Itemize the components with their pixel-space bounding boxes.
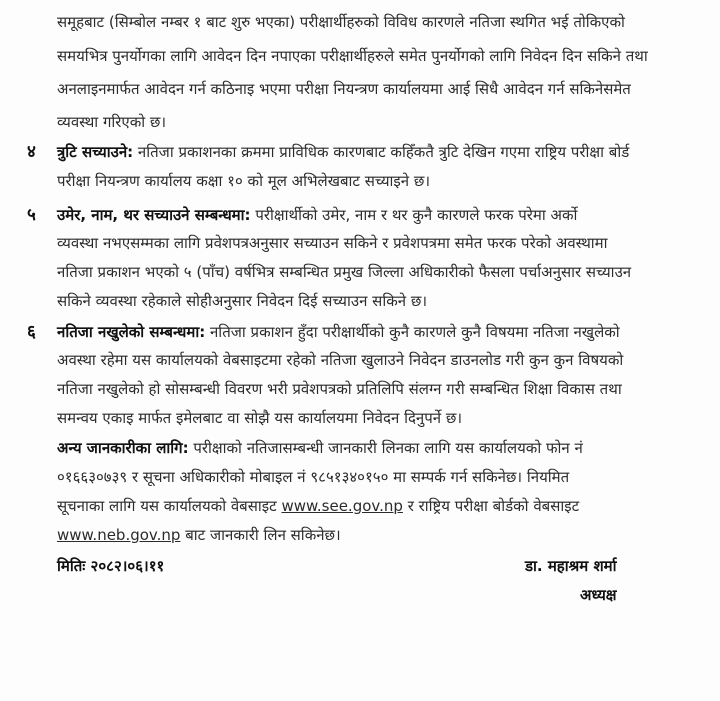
other-info-line-2: ०१६६३०७३९ र सूचना अधिकारीको मोबाइल नं ९८५१३४०१५० मा सम्पर्क गर्न सकिनेछ। नियमित <box>57 468 570 486</box>
item-5-line-1 <box>57 205 577 225</box>
other-info-line-3 <box>57 496 579 516</box>
see-website-link[interactable]: www.see.gov.np <box>281 497 403 515</box>
item-6-line-4: समन्वय एकाइ मार्फत इमेलबाट वा सोझै यस कार्यालयमा निवेदन दिनुपर्ने छ। <box>57 409 463 427</box>
item-5-line-3: नतिजा प्रकाशन भएको ५ (पाँच) वर्षभित्र सम्बन्धित प्रमुख जिल्ला अधिकारीको फैसला पर्चाअनुसार सच्याउन <box>57 263 632 281</box>
other-info-line-1-text: परीक्षाको नतिजासम्बन्धी जानकारी लिनका लागि यस कार्यालयको फोन नं <box>188 439 583 457</box>
item-5-heading: उमेर, नाम, थर सच्याउने सम्बन्धमा: <box>57 206 251 224</box>
item-4-line-1-text: नतिजा प्रकाशनका क्रममा प्राविधिक कारणबाट कहिँकतै त्रुटि देखिन गएमा राष्ट्रिय परीक्षा बोर्ड <box>133 143 630 161</box>
intro-line-2: समयभित्र पुनर्योगका लागि आवेदन दिन नपाएका परीक्षार्थीहरुले समेत पुनर्योगको लागि निवेदन दिन सकिने तथा <box>57 47 648 65</box>
item-6-line-3: नतिजा नखुलेको हो सोसम्बन्धी विवरण भरी प्रवेशपत्रको प्रतिलिपि संलग्न गरी सम्बन्धित शिक्षा विकास तथा <box>57 380 622 398</box>
intro-line-1: समूहबाट (सिम्बोल नम्बर १ बाट शुरु भएका) परीक्षार्थीहरुको विविध कारणले नतिजा स्थगित भई तोकिएको <box>57 13 625 31</box>
other-info-line-4 <box>57 525 341 545</box>
item-6-line-1 <box>57 322 620 342</box>
other-info-line-3-pre: सूचनाका लागि यस कार्यालयको वेबसाइट <box>57 497 282 515</box>
item-5-number: ५ <box>27 205 36 225</box>
item-6-number: ६ <box>27 322 36 342</box>
item-5-line-4: सकिने व्यवस्था रहेकाले सोहीअनुसार निवेदन दिई सच्याउन सकिने छ। <box>57 292 428 310</box>
item-4-heading: त्रुटि सच्याउने: <box>57 143 134 161</box>
item-6-heading: नतिजा नखुलेको सम्बन्धमा: <box>57 323 206 341</box>
item-5-line-1-text: परीक्षार्थीको उमेर, नाम र थर कुनै कारणले फरक परेमा अर्को <box>250 206 578 224</box>
neb-website-link[interactable]: www.neb.gov.np <box>57 526 181 544</box>
item-6-line-1-text: नतिजा प्रकाशन हुँदा परीक्षार्थीको कुनै कारणले कुनै विषयमा नतिजा नखुलेको <box>205 323 620 341</box>
item-4-line-1 <box>57 142 629 162</box>
item-4-number: ४ <box>27 142 36 162</box>
signatory-name: डा. महाश्रम शर्मा <box>525 557 617 575</box>
intro-line-4: व्यवस्था गरिएको छ। <box>57 113 167 131</box>
other-info-line-1 <box>57 438 583 458</box>
item-4-line-2: परीक्षा नियन्त्रण कार्यालय कक्षा १० को मूल अभिलेखबाट सच्याइने छ। <box>57 172 431 190</box>
other-info-line-4-post: बाट जानकारी लिन सकिनेछ। <box>180 526 341 544</box>
intro-line-3: अनलाइनमार्फत आवेदन गर्न कठिनाइ भएमा परीक्षा नियन्त्रण कार्यालयमा आई सिधै आवेदन गर्न सकिनेसमेत <box>57 80 631 98</box>
notice-date: मितिः २०८२।०६।११ <box>57 557 165 575</box>
other-info-line-3-post: र राष्ट्रिय परीक्षा बोर्डको वेबसाइट <box>402 497 580 515</box>
other-info-heading: अन्य जानकारीका लागि: <box>57 439 189 457</box>
signatory-title: अध्यक्ष <box>580 586 617 604</box>
item-6-line-2: अवस्था रहेमा यस कार्यालयको वेबसाइटमा रहेको नतिजा खुलाउने निवेदन डाउनलोड गरी कुन कुन विषयको <box>57 351 624 369</box>
item-5-line-2: व्यवस्था नभएसम्मका लागि प्रवेशपत्रअनुसार सच्याउन सकिने र प्रवेशपत्रमा समेत फरक परेको अवस्थामा <box>57 234 608 252</box>
